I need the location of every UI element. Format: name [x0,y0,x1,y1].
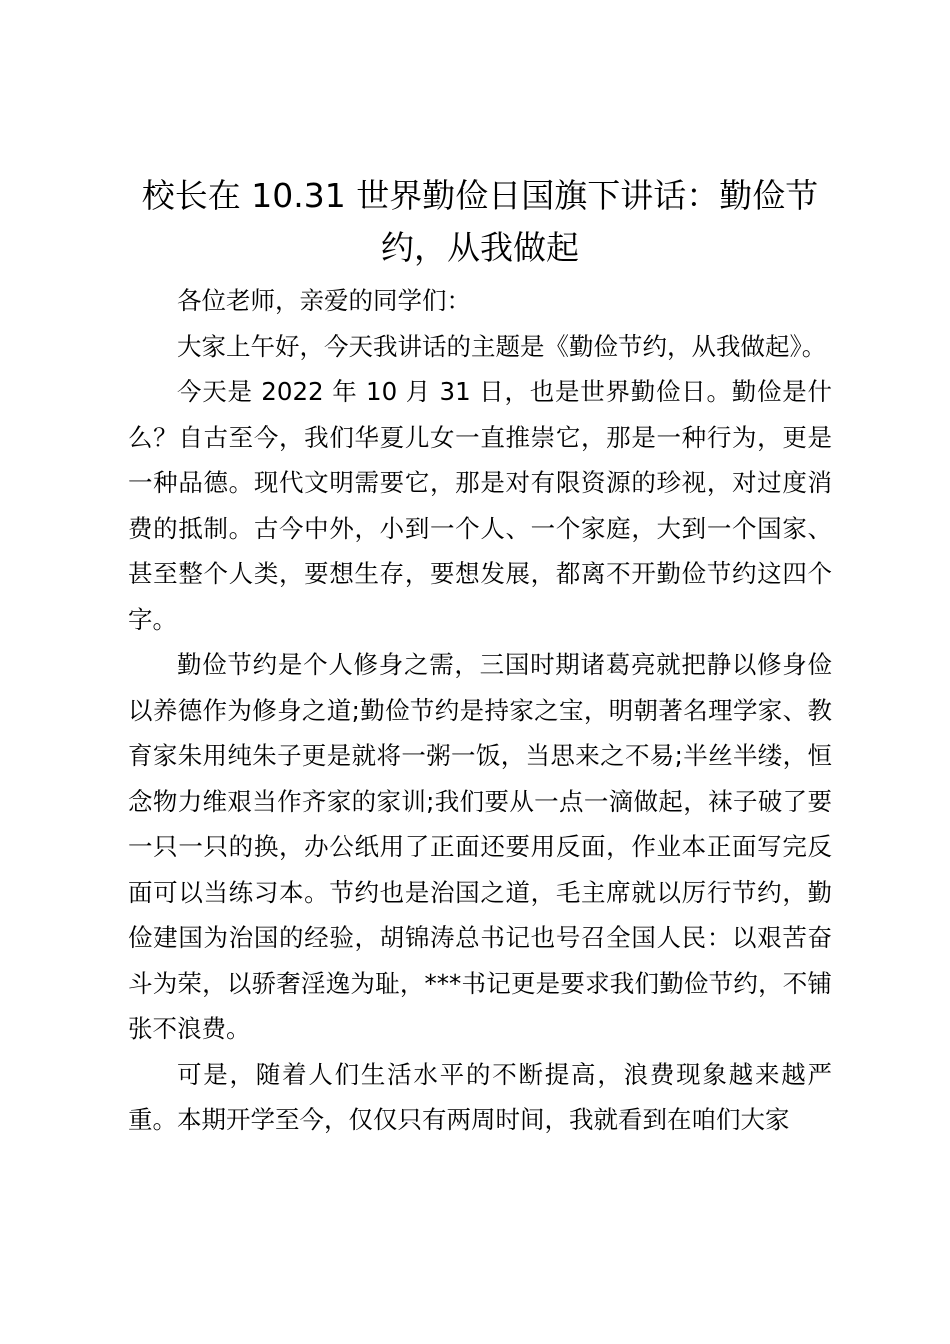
document-title: 校长在 10.31 世界勤俭日国旗下讲话：勤俭节约，从我做起 [141,176,819,267]
paragraph-topic: 大家上午好，今天我讲话的主题是《勤俭节约，从我做起》。 [177,331,827,361]
paragraph-examples: 勤俭节约是个人修身之需，三国时期诸葛亮就把静以修身俭以养德作为修身之道;勤俭节约是持家之宝，明朝著名理学家、教育家朱用纯朱子更是就将一粥一饭，当思来之不易;半丝半缕，恒念物力维艰当作齐家的家训;我们要从一点一滴做起，袜子破了要一只一只的换，办公纸用了正面还要用反面，作业本正面写完反面可以当练习本。节约也是治国之道，毛主席就以厉行节约，勤俭建国为治国的经验，胡锦涛总书记也号召全国人民：以艰苦奋斗为荣，以骄奢淫逸为耻，***书记更是要求我们勤俭节约，不铺张不浪费。 [128,650,832,1043]
paragraph-waste: 可是，随着人们生活水平的不断提高，浪费现象越来越严重。本期开学至今，仅仅只有两周时间，我就看到在咱们大家 [128,1059,832,1134]
paragraph-greeting: 各位老师，亲爱的同学们： [177,286,471,315]
paragraph-thrift-day: 今天是 2022 年 10 月 31 日，也是世界勤俭日。勤俭是什么？自古至今，我们华夏儿女一直推崇它，那是一种行为，更是一种品德。现代文明需要它，那是对有限资源的珍视，对过度消费的抵制。古今中外，小到一个人、一个家庭，大到一个国家、甚至整个人类，要想生存，要想发展，都离不开勤俭节约这四个字。 [128,377,832,634]
document-body [128,278,832,1143]
